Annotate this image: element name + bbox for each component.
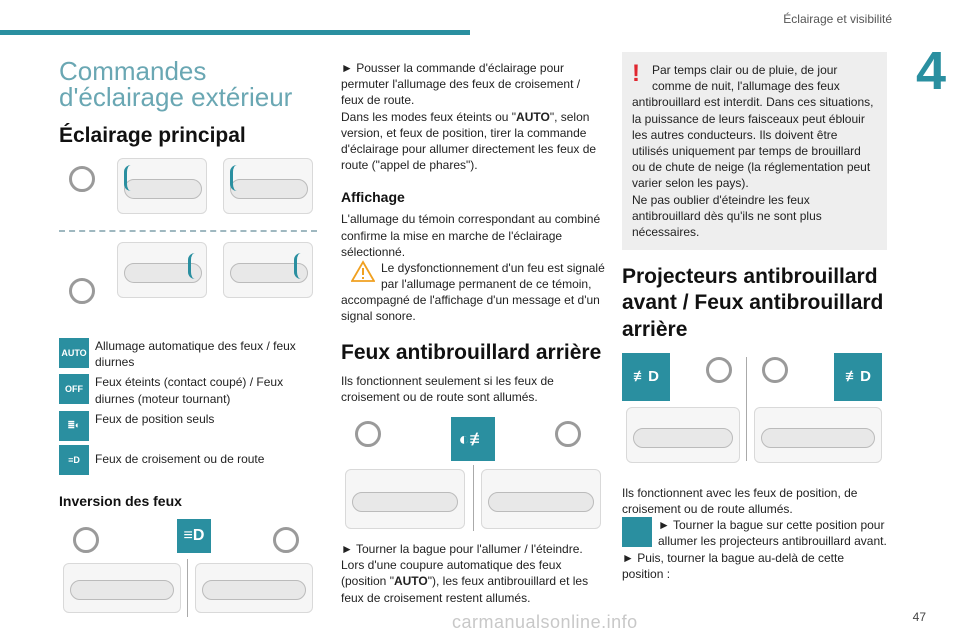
front-fog-stalk-figure <box>622 353 887 467</box>
steering-wheel-icon <box>355 421 381 447</box>
stalk-diagram-box <box>481 469 601 529</box>
section-heading-front-fog: Projecteurs antibrouillard avant / Feux antibrouillard arrière <box>622 265 884 341</box>
warning-text: Le dysfonctionnement d'un feu est signalé par l'allumage permanent de ce témoin, accompagné de l'affichage d'un message et d'un signal sonore. <box>341 260 605 324</box>
stalk-icon <box>761 428 875 448</box>
column-3 <box>622 52 887 582</box>
steering-wheel-icon <box>69 278 95 304</box>
watermark: carmanualsonline.info <box>452 612 638 632</box>
paragraph <box>622 517 887 549</box>
warning-text: Ne pas oublier d'éteindre les feux antibrouillard dès qu'ils ne sont plus nécessaires. <box>632 192 822 239</box>
warning-box <box>622 52 887 250</box>
warning-paragraph <box>341 260 606 325</box>
paragraph: ► Pousser la commande d'éclairage pour permuter l'allumage des feux de croisement / feux de route. <box>341 61 581 108</box>
stalk-diagram-box <box>117 158 207 214</box>
main-beam-icon: ≡D <box>177 519 211 553</box>
paragraph <box>341 109 606 174</box>
flash-stalk-figure <box>59 519 319 619</box>
legend-text: Feux de position seuls <box>95 411 215 426</box>
steering-wheel-icon <box>762 357 788 383</box>
steering-wheel-icon <box>555 421 581 447</box>
legend-item <box>59 411 319 441</box>
legend-item <box>59 374 319 406</box>
section-heading-main-lighting: Éclairage principal <box>59 124 246 147</box>
paragraph: Ils fonctionnent seulement si les feux de croisement ou de route sont allumés. <box>341 373 554 404</box>
stalk-diagram-box <box>63 563 181 613</box>
chapter-number: 4 <box>902 42 960 100</box>
subsection-heading-display: Affichage <box>341 189 405 206</box>
exclamation-icon: ! <box>632 60 640 87</box>
text-run: ► Tourner la bague sur cette position pour allumer les projecteurs antibrouillard avant. <box>658 518 887 549</box>
steering-wheel-icon <box>273 527 299 553</box>
front-fog-icon <box>622 517 652 547</box>
steering-wheel-icon <box>69 166 95 192</box>
header-accent-bar <box>0 30 470 35</box>
paragraph: ► Tourner la bague pour l'allumer / l'éteindre. <box>341 542 583 556</box>
stalk-icon <box>488 492 594 512</box>
down-arrow-icon <box>188 253 202 279</box>
steering-wheel-icon <box>706 357 732 383</box>
sidelights-icon: ≣◐ <box>59 411 89 441</box>
stalk-diagram-box <box>223 242 313 298</box>
warning-text: Par temps clair ou de pluie, de jour comme de nuit, l'allumage des feux antibrouillard est interdit. Dans ces situations, la puissance de leurs faisceaux peut éblouir les autres conducteurs. Ils doivent être utilisés uniquement par temps de brouillard ou de chute de neige (la réglementation peut varier selon les pays). <box>632 63 874 191</box>
stalk-icon <box>352 492 458 512</box>
text-run: "), les feux antibrouillard et les feux de croisement restent allumés. <box>341 574 589 605</box>
auto-lighting-icon: AUTO <box>59 338 89 368</box>
column-2 <box>341 60 606 606</box>
lighting-stalk-figure <box>59 158 319 334</box>
text-run: ", selon version, et feux de position, tirer la commande d'éclairage pour allumer directement les feux de route ("appel de phares"). <box>341 109 597 173</box>
stalk-diagram-box <box>195 563 313 613</box>
column-1 <box>59 50 319 619</box>
stalk-diagram-box <box>117 242 207 298</box>
dipped-beam-icon: ≡D <box>59 445 89 475</box>
paragraph: Ils fonctionnent avec les feux de position, de croisement ou de route allumés. <box>622 485 858 516</box>
up-arrow-icon <box>124 165 138 191</box>
stalk-diagram-box <box>626 407 740 463</box>
legend-list <box>59 338 319 475</box>
stalk-icon <box>633 428 733 448</box>
divider-dashed <box>59 230 317 232</box>
up-arrow-icon <box>230 165 244 191</box>
front-fog-icon: ≢D <box>622 353 670 401</box>
paragraph: ► Puis, tourner la bague au-delà de cette position : <box>622 550 845 581</box>
off-icon: OFF <box>59 374 89 404</box>
rear-fog-stalk-figure <box>341 417 606 535</box>
text-run-bold: AUTO <box>393 574 428 589</box>
subsection-heading-flash: Inversion des feux <box>59 492 182 509</box>
steering-wheel-icon <box>73 527 99 553</box>
page-number: 47 <box>912 610 926 624</box>
legend-text: Feux de croisement ou de route <box>95 451 265 466</box>
rear-fog-icon: ◐≢ <box>451 417 495 461</box>
running-head: Éclairage et visibilité <box>783 12 892 26</box>
paragraph <box>341 557 606 606</box>
legend-item <box>59 445 319 475</box>
divider-line <box>746 357 747 461</box>
stalk-icon <box>202 580 306 600</box>
legend-item <box>59 338 319 370</box>
front-rear-fog-icon: ≢D <box>834 353 882 401</box>
section-heading-rear-fog: Feux antibrouillard arrière <box>341 340 602 364</box>
divider-line <box>473 465 474 531</box>
stalk-icon <box>70 580 174 600</box>
text-run: Dans les modes feux éteints ou " <box>341 109 517 124</box>
legend-text: Allumage automatique des feux / feux diurnes <box>95 339 296 370</box>
stalk-diagram-box <box>345 469 465 529</box>
warning-triangle-icon <box>351 260 375 282</box>
legend-text: Feux éteints (contact coupé) / Feux diurnes (moteur tournant) <box>95 375 284 406</box>
text-run: Lors d'une coupure automatique des feux (position " <box>341 558 562 589</box>
down-arrow-icon <box>294 253 308 279</box>
stalk-diagram-box <box>754 407 882 463</box>
divider-line <box>187 559 188 617</box>
stalk-diagram-box <box>223 158 313 214</box>
paragraph: L'allumage du témoin correspondant au combiné confirme la mise en marche de l'éclairage sélectionné. <box>341 212 601 259</box>
text-run-bold: AUTO <box>516 109 550 124</box>
page-title: Commandes d'éclairage extérieur <box>59 56 293 112</box>
